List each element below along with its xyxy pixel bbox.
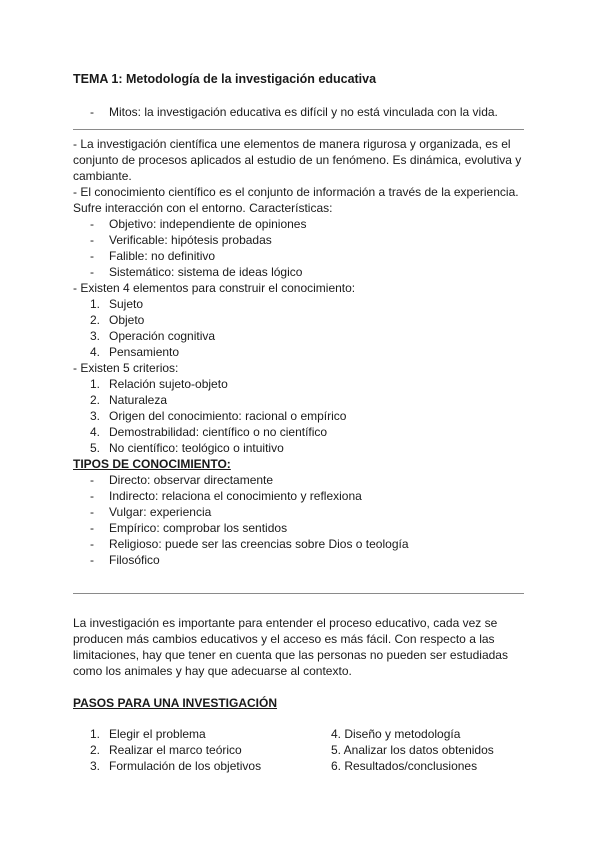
text-line: - La investigación científica une elementos de manera rigurosa y organizada, es el bbox=[73, 137, 511, 151]
text-line: limitaciones, hay que tener en cuenta que las personas no pueden ser estudiadas bbox=[73, 648, 508, 662]
bullet-dash: - bbox=[90, 537, 94, 551]
text-line: Sufre interacción con el entorno. Características: bbox=[73, 201, 333, 215]
section-heading: TIPOS DE CONOCIMIENTO: bbox=[73, 457, 231, 471]
bullet-dash: - bbox=[90, 505, 94, 519]
list-item: Pensamiento bbox=[109, 345, 180, 359]
list-item: Verificable: hipótesis probadas bbox=[109, 233, 272, 247]
bullet-dash: - bbox=[90, 473, 94, 487]
bullet-dash: - bbox=[90, 249, 94, 263]
list-number: 3. bbox=[89, 409, 100, 423]
list-item: Naturaleza bbox=[109, 393, 168, 407]
bullet-dash: - bbox=[90, 489, 94, 503]
list-item: Sistemático: sistema de ideas lógico bbox=[109, 265, 303, 279]
bullet-dash: - bbox=[90, 217, 94, 231]
list-number: 4. bbox=[89, 345, 100, 359]
divider bbox=[73, 593, 524, 594]
list-number: 1. bbox=[89, 297, 100, 311]
bullet-dash: - bbox=[90, 265, 94, 279]
text-line: cambiante. bbox=[73, 169, 132, 183]
text-line: La investigación es importante para entender el proceso educativo, cada vez se bbox=[73, 616, 498, 630]
bullet-dash: - bbox=[90, 521, 94, 535]
text-line: - El conocimiento científico es el conjunto de información a través de la experiencia. bbox=[73, 185, 519, 199]
list-item: Sujeto bbox=[109, 297, 144, 311]
list-number: 5. bbox=[89, 441, 100, 455]
step-item: 4. Diseño y metodología bbox=[331, 727, 461, 741]
text-line: conjunto de procesos aplicados al estudio de un fenómeno. Es dinámica, evolutiva y bbox=[73, 153, 522, 167]
bullet-dash: - bbox=[90, 233, 94, 247]
list-number: 3. bbox=[89, 329, 100, 343]
list-number: 2. bbox=[89, 743, 100, 757]
list-number: 1. bbox=[89, 727, 100, 741]
list-item: Objetivo: independiente de opiniones bbox=[109, 217, 307, 231]
step-item: Realizar el marco teórico bbox=[109, 743, 242, 757]
step-item: 5. Analizar los datos obtenidos bbox=[331, 743, 494, 757]
list-item: Demostrabilidad: científico o no científico bbox=[109, 425, 328, 439]
list-item: No científico: teológico o intuitivo bbox=[109, 441, 284, 455]
divider bbox=[73, 129, 524, 130]
text-line: - Existen 4 elementos para construir el conocimiento: bbox=[73, 281, 356, 295]
page-title: TEMA 1: Metodología de la investigación educativa bbox=[73, 72, 377, 86]
list-item: Origen del conocimiento: racional o empírico bbox=[109, 409, 347, 423]
list-number: 2. bbox=[89, 393, 100, 407]
list-number: 3. bbox=[89, 759, 100, 773]
text-line: como los animales y hay que adecuarse al contexto. bbox=[73, 664, 352, 678]
bullet-dash: - bbox=[90, 105, 94, 119]
step-item: Elegir el problema bbox=[109, 727, 206, 741]
step-item: 6. Resultados/conclusiones bbox=[331, 759, 478, 773]
list-item: Relación sujeto-objeto bbox=[109, 377, 228, 391]
list-item: Empírico: comprobar los sentidos bbox=[109, 521, 288, 535]
list-item: Religioso: puede ser las creencias sobre Dios o teología bbox=[109, 537, 409, 551]
list-item: Filosófico bbox=[109, 553, 160, 567]
myth-text: Mitos: la investigación educativa es difícil y no está vinculada con la vida. bbox=[109, 105, 498, 119]
list-number: 4. bbox=[89, 425, 100, 439]
list-item: Operación cognitiva bbox=[109, 329, 216, 343]
section-heading: PASOS PARA UNA INVESTIGACIÓN bbox=[73, 696, 278, 710]
bullet-dash: - bbox=[90, 553, 94, 567]
list-item: Objeto bbox=[109, 313, 145, 327]
step-item: Formulación de los objetivos bbox=[109, 759, 262, 773]
list-number: 2. bbox=[89, 313, 100, 327]
list-item: Vulgar: experiencia bbox=[109, 505, 212, 519]
list-item: Falible: no definitivo bbox=[109, 249, 216, 263]
list-item: Indirecto: relaciona el conocimiento y reflexiona bbox=[109, 489, 362, 503]
list-number: 1. bbox=[89, 377, 100, 391]
text-line: - Existen 5 criterios: bbox=[73, 361, 179, 375]
list-item: Directo: observar directamente bbox=[109, 473, 274, 487]
text-line: producen más cambios educativos y el acceso es más fácil. Con respecto a las bbox=[73, 632, 495, 646]
